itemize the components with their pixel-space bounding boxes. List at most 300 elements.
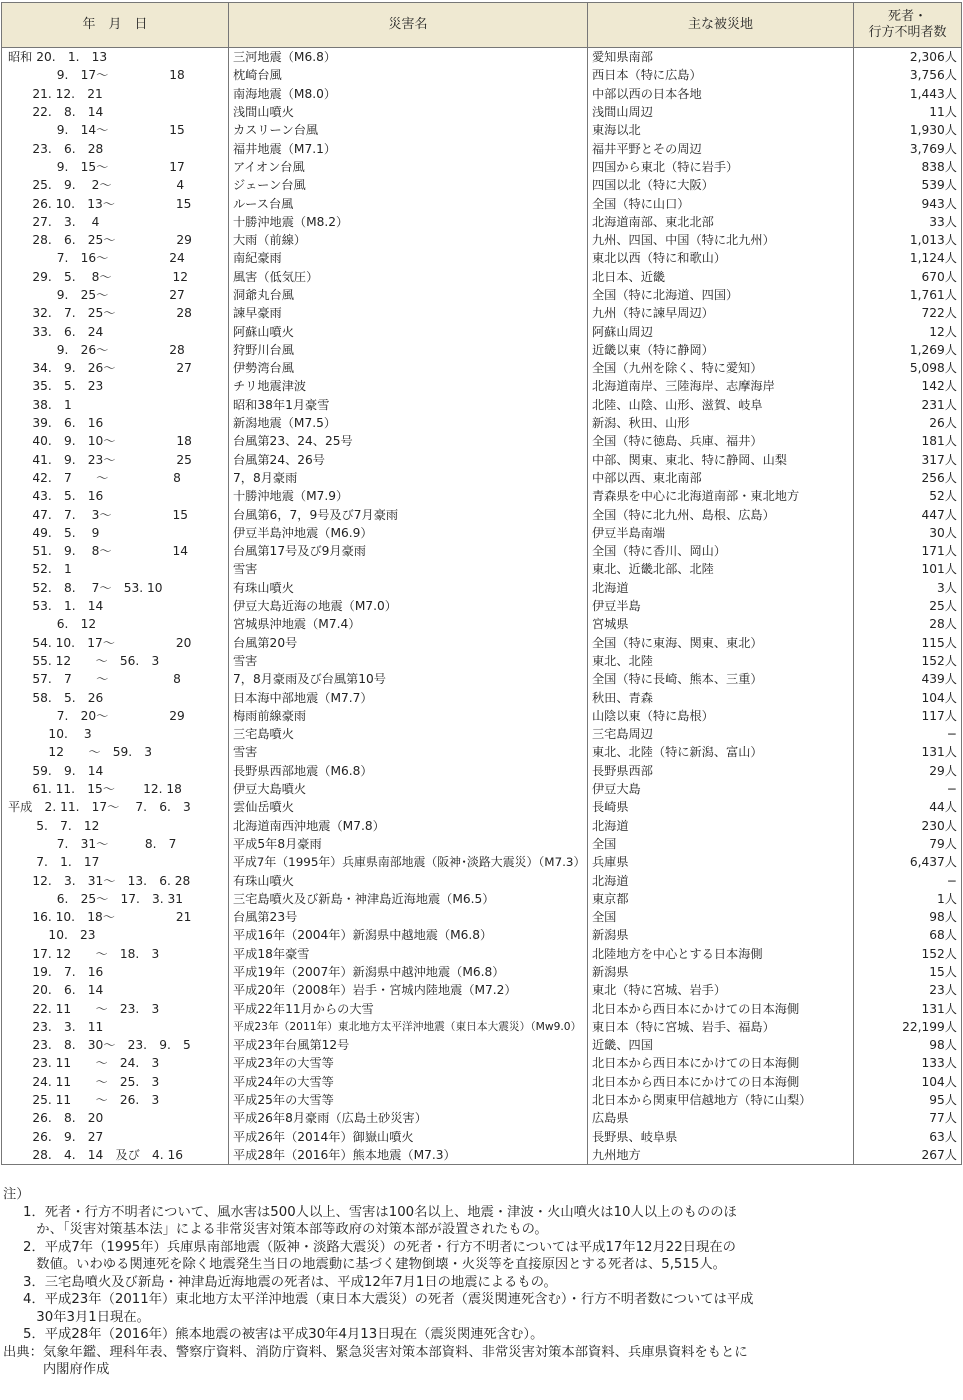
table-row <box>2 121 962 139</box>
deaths-cell: 23人 <box>854 981 962 999</box>
area-cell: 北海道 <box>588 816 854 834</box>
date-cell: 12. 3. 31〜 13. 6. 28 <box>2 871 229 889</box>
table-row <box>2 213 962 231</box>
table-row <box>2 158 962 176</box>
date-cell: 23. 11 〜 24. 3 <box>2 1054 229 1072</box>
disaster-name-cell: 有珠山噴火 <box>229 579 588 597</box>
disaster-name-cell: アイオン台風 <box>229 158 588 176</box>
disaster-name-cell: 平成5年8月豪雨 <box>229 835 588 853</box>
area-cell: 九州地方 <box>588 1146 854 1165</box>
table-row <box>2 615 962 633</box>
table-row <box>2 963 962 981</box>
deaths-cell: 25人 <box>854 597 962 615</box>
area-cell: 新潟県 <box>588 963 854 981</box>
header-main-area: 主な被災地 <box>588 3 854 48</box>
date-cell: 23. 3. 11 <box>2 1018 229 1036</box>
disaster-name-cell: 大雨（前線） <box>229 231 588 249</box>
deaths-cell: 152人 <box>854 945 962 963</box>
date-cell: 49. 5. 9 <box>2 524 229 542</box>
deaths-cell: 439人 <box>854 670 962 688</box>
table-row <box>2 762 962 780</box>
deaths-cell: 28人 <box>854 615 962 633</box>
table-row <box>2 487 962 505</box>
deaths-cell: 117人 <box>854 707 962 725</box>
date-cell: 33. 6. 24 <box>2 322 229 340</box>
area-cell: 中部以西、東北南部 <box>588 469 854 487</box>
disaster-name-cell: 南海地震（M8.0） <box>229 85 588 103</box>
table-row <box>2 670 962 688</box>
area-cell: 西日本（特に広島） <box>588 66 854 84</box>
table-row <box>2 524 962 542</box>
table-row <box>2 890 962 908</box>
area-cell: 北海道南岸、三陸海岸、志摩海岸 <box>588 377 854 395</box>
table-row <box>2 542 962 560</box>
disaster-name-cell: 台風第17号及び9月豪雨 <box>229 542 588 560</box>
disaster-name-cell: 台風第24、26号 <box>229 451 588 469</box>
date-cell: 7. 1. 17 <box>2 853 229 871</box>
date-cell: 23. 6. 28 <box>2 139 229 157</box>
deaths-cell: 943人 <box>854 194 962 212</box>
disaster-name-cell: チリ地震津波 <box>229 377 588 395</box>
deaths-cell: 29人 <box>854 762 962 780</box>
date-cell: 7. 20〜 29 <box>2 707 229 725</box>
deaths-cell: 6,437人 <box>854 853 962 871</box>
disaster-name-cell: 7，8月豪雨及び台風第10号 <box>229 670 588 688</box>
date-cell: 7. 31〜 8. 7 <box>2 835 229 853</box>
date-cell: 5. 7. 12 <box>2 816 229 834</box>
disaster-name-cell: 新潟地震（M7.5） <box>229 414 588 432</box>
disaster-name-cell: 有珠山噴火 <box>229 871 588 889</box>
date-cell: 42. 7 〜 8 <box>2 469 229 487</box>
deaths-cell: 3人 <box>854 579 962 597</box>
area-cell: 北日本から関東甲信越地方（特に山梨） <box>588 1091 854 1109</box>
disaster-name-cell: 平成7年（1995年）兵庫県南部地震（阪神･淡路大震災）（M7.3） <box>229 853 588 871</box>
table-row <box>2 725 962 743</box>
area-cell: 伊豆大島 <box>588 780 854 798</box>
disaster-name-cell: 平成23年の大雪等 <box>229 1054 588 1072</box>
date-cell: 27. 3. 4 <box>2 213 229 231</box>
area-cell: 青森県を中心に北海道南部・東北地方 <box>588 487 854 505</box>
area-cell: 近畿、四国 <box>588 1036 854 1054</box>
note-line: 4．平成23年（2011年）東北地方太平洋沖地震（東日本大震災）の死者（震災関連死含む）・行方不明者数については平成 <box>23 1292 754 1307</box>
date-cell: 平成 2. 11. 17〜 7. 6. 3 <box>2 798 229 816</box>
disaster-name-cell: 伊勢湾台風 <box>229 359 588 377</box>
notes-heading: 注） <box>3 1187 30 1202</box>
deaths-cell: 79人 <box>854 835 962 853</box>
deaths-cell: 131人 <box>854 999 962 1017</box>
deaths-cell: 101人 <box>854 560 962 578</box>
date-cell: 9. 14〜 15 <box>2 121 229 139</box>
table-row <box>2 505 962 523</box>
area-cell: 中部、関東、東北、特に静岡、山梨 <box>588 451 854 469</box>
date-cell: 9. 26〜 28 <box>2 341 229 359</box>
deaths-cell: 15人 <box>854 963 962 981</box>
area-cell: 全国（特に北九州、島根、広島） <box>588 505 854 523</box>
deaths-cell: 95人 <box>854 1091 962 1109</box>
area-cell: 全国（特に北海道、四国） <box>588 286 854 304</box>
disaster-name-cell: 平成19年（2007年）新潟県中越沖地震（M6.8） <box>229 963 588 981</box>
disaster-name-cell: 平成18年豪雪 <box>229 945 588 963</box>
table-row <box>2 451 962 469</box>
date-cell: 39. 6. 16 <box>2 414 229 432</box>
date-cell: 55. 12 〜 56. 3 <box>2 652 229 670</box>
date-cell: 9. 25〜 27 <box>2 286 229 304</box>
disaster-name-cell: 伊豆半島沖地震（M6.9） <box>229 524 588 542</box>
table-row <box>2 1109 962 1127</box>
date-cell: 35. 5. 23 <box>2 377 229 395</box>
table-row <box>2 1091 962 1109</box>
source-line-1: 出典：気象年鑑、理科年表、警察庁資料、消防庁資料、緊急災害対策本部資料、非常災害対策本部資料、兵庫県資料をもとに <box>3 1344 748 1360</box>
area-cell: 北日本から西日本にかけての日本海側 <box>588 1073 854 1091</box>
deaths-cell: − <box>854 780 962 798</box>
area-cell: 長崎県 <box>588 798 854 816</box>
table-row <box>2 798 962 816</box>
area-cell: 四国から東北（特に岩手） <box>588 158 854 176</box>
date-cell: 25. 9. 2〜 4 <box>2 176 229 194</box>
table-row <box>2 579 962 597</box>
deaths-cell: 5,098人 <box>854 359 962 377</box>
deaths-cell: 838人 <box>854 158 962 176</box>
disaster-name-cell: 平成20年（2008年）岩手・宮城内陸地震（M7.2） <box>229 981 588 999</box>
table-row <box>2 597 962 615</box>
deaths-cell: 133人 <box>854 1054 962 1072</box>
table-row <box>2 359 962 377</box>
note-line: 5．平成28年（2016年）熊本地震の被害は平成30年4月13日現在（震災関連死含む）。 <box>23 1327 544 1342</box>
area-cell: 長野県西部 <box>588 762 854 780</box>
area-cell: 全国 <box>588 835 854 853</box>
deaths-cell: 3,756人 <box>854 66 962 84</box>
disaster-name-cell: 阿蘇山噴火 <box>229 322 588 340</box>
date-cell: 52. 1 <box>2 560 229 578</box>
deaths-cell: 115人 <box>854 634 962 652</box>
disaster-name-cell: 日本海中部地震（M7.7） <box>229 688 588 706</box>
deaths-cell: 231人 <box>854 396 962 414</box>
area-cell: 全国（九州を除く、特に愛知） <box>588 359 854 377</box>
table-row <box>2 871 962 889</box>
date-cell: 6. 12 <box>2 615 229 633</box>
date-cell: 26. 10. 13〜 15 <box>2 194 229 212</box>
area-cell: 近畿以東（特に静岡） <box>588 341 854 359</box>
area-cell: 広島県 <box>588 1109 854 1127</box>
deaths-cell: 1,269人 <box>854 341 962 359</box>
disaster-name-cell: 台風第23、24、25号 <box>229 432 588 450</box>
table-row <box>2 194 962 212</box>
area-cell: 阿蘇山周辺 <box>588 322 854 340</box>
date-cell: 54. 10. 17〜 20 <box>2 634 229 652</box>
disaster-name-cell: 風害（低気圧） <box>229 268 588 286</box>
area-cell: 山陰以東（特に島根） <box>588 707 854 725</box>
area-cell: 浅間山周辺 <box>588 103 854 121</box>
date-cell: 9. 15〜 17 <box>2 158 229 176</box>
table-row <box>2 85 962 103</box>
area-cell: 中部以西の日本各地 <box>588 85 854 103</box>
disaster-name-cell: 三河地震（M6.8） <box>229 48 588 67</box>
disaster-name-cell: 南紀豪雨 <box>229 249 588 267</box>
disaster-name-cell: 平成16年（2004年）新潟県中越地震（M6.8） <box>229 926 588 944</box>
table-row <box>2 469 962 487</box>
area-cell: 伊豆半島 <box>588 597 854 615</box>
source-line-2: 内閣府作成 <box>3 1362 110 1377</box>
date-cell: 17. 12 〜 18. 3 <box>2 945 229 963</box>
disaster-name-cell: 台風第20号 <box>229 634 588 652</box>
table-row <box>2 341 962 359</box>
table-row <box>2 981 962 999</box>
date-cell: 38. 1 <box>2 396 229 414</box>
date-cell: 10. 3 <box>2 725 229 743</box>
table-row <box>2 707 962 725</box>
deaths-cell: 230人 <box>854 816 962 834</box>
header-date: 年 月 日 <box>2 3 229 48</box>
deaths-cell: 98人 <box>854 1036 962 1054</box>
note-line: 30年3月1日現在。 <box>23 1309 150 1325</box>
disaster-name-cell: 平成22年11月からの大雪 <box>229 999 588 1017</box>
date-cell: 61. 11. 15〜 12. 18 <box>2 780 229 798</box>
area-cell: 全国（特に徳島、兵庫、福井） <box>588 432 854 450</box>
area-cell: 東海以北 <box>588 121 854 139</box>
table-row <box>2 688 962 706</box>
deaths-cell: 1,124人 <box>854 249 962 267</box>
area-cell: 北陸、山陰、山形、滋賀、岐阜 <box>588 396 854 414</box>
disaster-name-cell: 福井地震（M7.1） <box>229 139 588 157</box>
table-row <box>2 652 962 670</box>
disaster-name-cell: 雪害 <box>229 560 588 578</box>
deaths-cell: 670人 <box>854 268 962 286</box>
deaths-cell: 2,306人 <box>854 48 962 67</box>
disaster-name-cell: 北海道南西沖地震（M7.8） <box>229 816 588 834</box>
area-cell: 全国（特に香川、岡山） <box>588 542 854 560</box>
table-row <box>2 743 962 761</box>
date-cell: 7. 16〜 24 <box>2 249 229 267</box>
area-cell: 東北以西（特に和歌山） <box>588 249 854 267</box>
area-cell: 三宅島周辺 <box>588 725 854 743</box>
disaster-name-cell: 伊豆大島近海の地震（M7.0） <box>229 597 588 615</box>
area-cell: 東北（特に宮城、岩手） <box>588 981 854 999</box>
date-cell: 12 〜 59. 3 <box>2 743 229 761</box>
disaster-name-cell: 枕崎台風 <box>229 66 588 84</box>
disaster-name-cell: 平成26年8月豪雨（広島土砂災害） <box>229 1109 588 1127</box>
area-cell: 北海道 <box>588 871 854 889</box>
disaster-name-cell: 平成26年（2014年）御嶽山噴火 <box>229 1128 588 1146</box>
disaster-name-cell: 洞爺丸台風 <box>229 286 588 304</box>
disaster-name-cell: ジェーン台風 <box>229 176 588 194</box>
deaths-cell: 152人 <box>854 652 962 670</box>
table-row <box>2 1073 962 1091</box>
table-row <box>2 286 962 304</box>
date-cell: 32. 7. 25〜 28 <box>2 304 229 322</box>
date-cell: 9. 17〜 18 <box>2 66 229 84</box>
table-header-row <box>2 3 962 48</box>
table-row <box>2 835 962 853</box>
area-cell: 九州、四国、中国（特に北九州） <box>588 231 854 249</box>
area-cell: 東日本（特に宮城、岩手、福島） <box>588 1018 854 1036</box>
disaster-name-cell: 7，8月豪雨 <box>229 469 588 487</box>
area-cell: 東京都 <box>588 890 854 908</box>
disaster-name-cell: 伊豆大島噴火 <box>229 780 588 798</box>
deaths-cell: 447人 <box>854 505 962 523</box>
header-deaths <box>854 3 962 48</box>
date-cell: 43. 5. 16 <box>2 487 229 505</box>
deaths-cell: 26人 <box>854 414 962 432</box>
disaster-name-cell: 台風第23号 <box>229 908 588 926</box>
area-cell: 四国以北（特に大阪） <box>588 176 854 194</box>
disaster-name-cell: 雪害 <box>229 743 588 761</box>
disaster-name-cell: 平成24年の大雪等 <box>229 1073 588 1091</box>
date-cell: 41. 9. 23〜 25 <box>2 451 229 469</box>
date-cell: 23. 8. 30〜 23. 9. 5 <box>2 1036 229 1054</box>
disaster-name-cell: 浅間山噴火 <box>229 103 588 121</box>
date-cell: 24. 11 〜 25. 3 <box>2 1073 229 1091</box>
area-cell: 全国（特に東海、関東、東北） <box>588 634 854 652</box>
disaster-name-cell: 昭和38年1月豪雪 <box>229 396 588 414</box>
date-cell: 28. 6. 25〜 29 <box>2 231 229 249</box>
disaster-table <box>1 2 962 1165</box>
table-row <box>2 322 962 340</box>
date-cell: 26. 8. 20 <box>2 1109 229 1127</box>
deaths-cell: − <box>854 725 962 743</box>
disaster-name-cell: 宮城県沖地震（M7.4） <box>229 615 588 633</box>
disaster-name-cell: 狩野川台風 <box>229 341 588 359</box>
table-row <box>2 176 962 194</box>
disaster-name-cell: カスリーン台風 <box>229 121 588 139</box>
table-row <box>2 1018 962 1036</box>
disaster-name-cell: 梅雨前線豪雨 <box>229 707 588 725</box>
deaths-cell: 68人 <box>854 926 962 944</box>
deaths-cell: 256人 <box>854 469 962 487</box>
deaths-cell: 181人 <box>854 432 962 450</box>
disaster-name-cell: 平成23年（2011年）東北地方太平洋沖地震（東日本大震災）（Mw9.0） <box>229 1018 588 1036</box>
deaths-cell: 52人 <box>854 487 962 505</box>
date-cell: 59. 9. 14 <box>2 762 229 780</box>
disaster-name-cell: 雲仙岳噴火 <box>229 798 588 816</box>
deaths-cell: 63人 <box>854 1128 962 1146</box>
table-row <box>2 999 962 1017</box>
date-cell: 19. 7. 16 <box>2 963 229 981</box>
deaths-cell: 3,769人 <box>854 139 962 157</box>
table-body <box>2 48 962 1165</box>
deaths-cell: 30人 <box>854 524 962 542</box>
area-cell: 兵庫県 <box>588 853 854 871</box>
table-row <box>2 1036 962 1054</box>
disaster-name-cell: 平成25年の大雪等 <box>229 1091 588 1109</box>
area-cell: 北日本、近畿 <box>588 268 854 286</box>
date-cell: 16. 10. 18〜 21 <box>2 908 229 926</box>
date-cell: 57. 7 〜 8 <box>2 670 229 688</box>
note-line: 2．平成7年（1995年）兵庫県南部地震（阪神・淡路大震災）の死者・行方不明者については平成17年12月22日現在の <box>23 1239 736 1255</box>
table-row <box>2 853 962 871</box>
area-cell: 北海道 <box>588 579 854 597</box>
table-row <box>2 414 962 432</box>
header-disaster-name: 災害名 <box>229 3 588 48</box>
notes-list <box>3 1204 959 1344</box>
note-line: 1．死者・行方不明者について、風水害は500人以上、雪害は100名以上、地震・津波・火山噴火は10人以上のもののほ <box>23 1204 737 1220</box>
date-cell: 28. 4. 14 及び 4. 16 <box>2 1146 229 1165</box>
deaths-cell: 1人 <box>854 890 962 908</box>
disaster-name-cell: 長野県西部地震（M6.8） <box>229 762 588 780</box>
deaths-cell: 267人 <box>854 1146 962 1165</box>
table-row <box>2 1054 962 1072</box>
area-cell: 九州（特に諫早周辺） <box>588 304 854 322</box>
area-cell: 宮城県 <box>588 615 854 633</box>
deaths-cell: 1,761人 <box>854 286 962 304</box>
disaster-name-cell: 平成23年台風第12号 <box>229 1036 588 1054</box>
disaster-name-cell: 台風第6，7，9号及び7月豪雨 <box>229 505 588 523</box>
table-row <box>2 304 962 322</box>
table-row <box>2 816 962 834</box>
deaths-cell: 77人 <box>854 1109 962 1127</box>
table-row <box>2 432 962 450</box>
area-cell: 秋田、青森 <box>588 688 854 706</box>
table-row <box>2 139 962 157</box>
table-row <box>2 377 962 395</box>
date-cell: 22. 8. 14 <box>2 103 229 121</box>
disaster-name-cell: 平成28年（2016年）熊本地震（M7.3） <box>229 1146 588 1165</box>
table-row <box>2 268 962 286</box>
deaths-cell: 539人 <box>854 176 962 194</box>
area-cell: 北陸地方を中心とする日本海側 <box>588 945 854 963</box>
table-row <box>2 103 962 121</box>
table-row <box>2 249 962 267</box>
date-cell: 21. 12. 21 <box>2 85 229 103</box>
date-cell: 26. 9. 27 <box>2 1128 229 1146</box>
disaster-name-cell: 三宅島噴火及び新島・神津島近海地震（M6.5） <box>229 890 588 908</box>
deaths-cell: 104人 <box>854 1073 962 1091</box>
area-cell: 愛知県南部 <box>588 48 854 67</box>
date-cell: 53. 1. 14 <box>2 597 229 615</box>
area-cell: 新潟、秋田、山形 <box>588 414 854 432</box>
area-cell: 長野県、岐阜県 <box>588 1128 854 1146</box>
table-row <box>2 780 962 798</box>
area-cell: 北海道南部、東北北部 <box>588 213 854 231</box>
area-cell: 全国（特に長崎、熊本、三重） <box>588 670 854 688</box>
date-cell: 47. 7. 3〜 15 <box>2 505 229 523</box>
deaths-cell: 33人 <box>854 213 962 231</box>
disaster-name-cell: 雪害 <box>229 652 588 670</box>
table-row <box>2 634 962 652</box>
deaths-cell: 44人 <box>854 798 962 816</box>
deaths-cell: 22,199人 <box>854 1018 962 1036</box>
table-row <box>2 945 962 963</box>
deaths-cell: 98人 <box>854 908 962 926</box>
date-cell: 6. 25〜 17. 3. 31 <box>2 890 229 908</box>
deaths-cell: 131人 <box>854 743 962 761</box>
header-deaths-line2: 行方不明者数 <box>868 25 947 40</box>
disaster-name-cell: 三宅島噴火 <box>229 725 588 743</box>
table-row <box>2 48 962 67</box>
date-cell: 29. 5. 8〜 12 <box>2 268 229 286</box>
table-row <box>2 396 962 414</box>
note-line: 3．三宅島噴火及び新島・神津島近海地震の死者は、平成12年7月1日の地震によるもの。 <box>23 1274 557 1290</box>
date-cell: 10. 23 <box>2 926 229 944</box>
area-cell: 東北、北陸 <box>588 652 854 670</box>
deaths-cell: − <box>854 871 962 889</box>
area-cell: 東北、北陸（特に新潟、富山） <box>588 743 854 761</box>
deaths-cell: 1,930人 <box>854 121 962 139</box>
date-cell: 25. 11 〜 26. 3 <box>2 1091 229 1109</box>
disaster-name-cell: 十勝沖地震（M8.2） <box>229 213 588 231</box>
area-cell: 伊豆半島南端 <box>588 524 854 542</box>
notes-section <box>3 1186 959 1379</box>
table-row <box>2 231 962 249</box>
table-row <box>2 1146 962 1165</box>
deaths-cell: 1,443人 <box>854 85 962 103</box>
area-cell: 北日本から西日本にかけての日本海側 <box>588 999 854 1017</box>
table-row <box>2 560 962 578</box>
area-cell: 北日本から西日本にかけての日本海側 <box>588 1054 854 1072</box>
disaster-name-cell: 諫早豪雨 <box>229 304 588 322</box>
area-cell: 全国 <box>588 908 854 926</box>
date-cell: 昭和 20. 1. 13 <box>2 48 229 67</box>
table-row <box>2 66 962 84</box>
